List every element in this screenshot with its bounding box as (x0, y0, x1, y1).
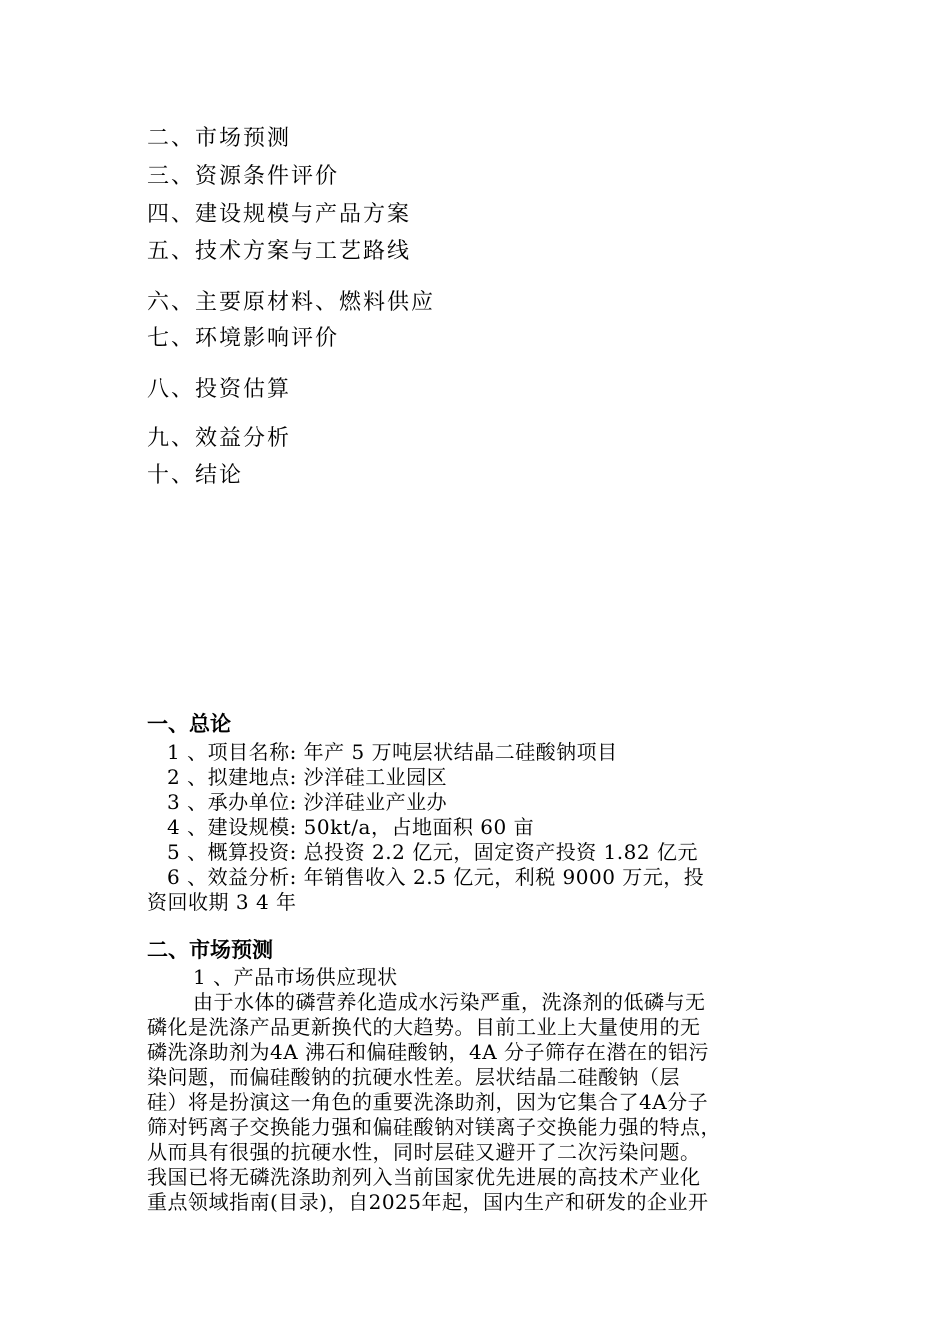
toc-item-resource-evaluation: 三、资源条件评价 (147, 164, 340, 189)
paragraph-line: 由于水体的磷营养化造成水污染严重，洗涤剂的低磷与无 (193, 990, 706, 1014)
paragraph-line: 从而具有很强的抗硬水性，同时层硅又避开了二次污染问题。 (147, 1140, 701, 1164)
section-heading-general: 一、总论 (147, 711, 231, 736)
general-item-organizer: 3 、承办单位: 沙洋硅业产业办 (167, 790, 448, 814)
general-item-scale: 4 、建设规模: 50kt/a，占地面积 60 亩 (167, 815, 535, 839)
paragraph-line: 硅）将是扮演这一角色的重要洗涤助剂，因为它集合了4A分子 (147, 1090, 709, 1114)
toc-item-market-forecast: 二、市场预测 (147, 126, 292, 151)
general-item-location: 2 、拟建地点: 沙洋硅工业园区 (167, 765, 448, 789)
paragraph-line: 重点领域指南(目录)，自2025年起，国内生产和研发的企业开 (147, 1190, 709, 1214)
paragraph-line: 磷洗涤助剂为4A 沸石和偏硅酸钠，4A 分子筛存在潜在的铝污 (147, 1040, 710, 1064)
toc-item-technical-plan: 五、技术方案与工艺路线 (147, 239, 412, 264)
paragraph-line: 我国已将无磷洗涤助剂列入当前国家优先进展的高技术产业化 (147, 1165, 701, 1189)
general-item-investment: 5 、概算投资: 总投资 2.2 亿元，固定资产投资 1.82 亿元 (167, 840, 698, 864)
toc-item-construction-scale: 四、建设规模与产品方案 (147, 202, 412, 227)
subheading-market-supply: 1 、产品市场供应现状 (193, 965, 398, 989)
general-item-benefit-continued: 资回收期 3 4 年 (147, 890, 297, 914)
toc-item-investment-estimate: 八、投资估算 (147, 377, 292, 402)
general-item-benefit: 6 、效益分析: 年销售收入 2.5 亿元，利税 9000 万元，投 (167, 865, 705, 889)
section-heading-market-forecast: 二、市场预测 (147, 937, 273, 962)
toc-item-environmental-impact: 七、环境影响评价 (147, 326, 340, 351)
toc-item-conclusion: 十、结论 (147, 463, 244, 488)
toc-item-raw-materials: 六、主要原材料、燃料供应 (147, 290, 436, 315)
paragraph-line: 染问题，而偏硅酸钠的抗硬水性差。层状结晶二硅酸钠（层 (147, 1065, 680, 1089)
paragraph-line: 磷化是洗涤产品更新换代的大趋势。目前工业上大量使用的无 (147, 1015, 701, 1039)
general-item-project-name: 1 、项目名称: 年产 5 万吨层状结晶二硅酸钠项目 (167, 740, 618, 764)
toc-item-benefit-analysis: 九、效益分析 (147, 426, 292, 451)
paragraph-line: 筛对钙离子交换能力强和偏硅酸钠对镁离子交换能力强的特点， (147, 1115, 721, 1139)
